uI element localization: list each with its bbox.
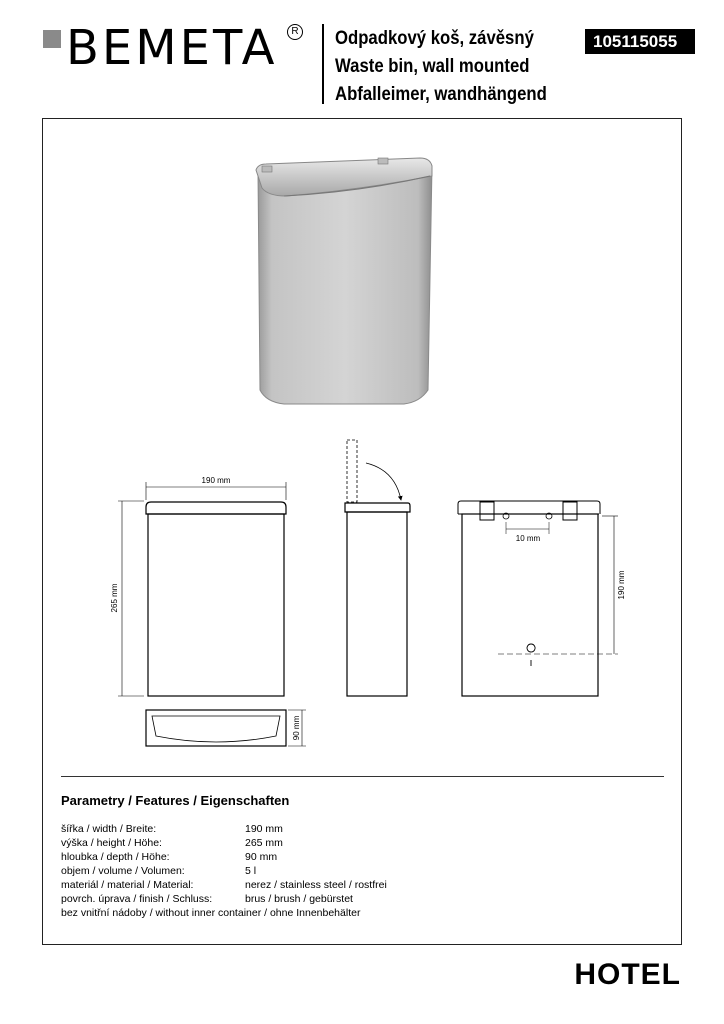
param-value-width: 190 mm: [245, 823, 283, 835]
param-label-width: šířka / width / Breite:: [61, 823, 157, 835]
param-label-depth: hloubka / depth / Höhe:: [61, 851, 170, 863]
title-english: Waste bin, wall mounted: [335, 56, 530, 77]
hole-spacing-label: 10 mm: [515, 534, 541, 543]
front-view: [118, 482, 286, 696]
params-heading: Parametry / Features / Eigenschaften: [61, 793, 290, 808]
params-note: bez vnitřní nádoby / without inner container / ohne Innenbehälter: [61, 907, 361, 919]
top-view: [146, 710, 306, 746]
param-value-depth: 90 mm: [245, 851, 278, 863]
width-dimension-label: 190 mm: [201, 476, 231, 485]
param-label-finish: povrch. úprava / finish / Schluss:: [61, 893, 213, 905]
product-code: 105115055: [585, 29, 695, 54]
param-value-volume: 5 l: [245, 865, 257, 877]
brand-logo: BEMETA: [66, 20, 278, 76]
section-divider: [61, 776, 664, 777]
param-label-volume: objem / volume / Volumen:: [61, 865, 185, 877]
param-value-height: 265 mm: [245, 837, 283, 849]
param-label-height: výška / height / Höhe:: [61, 837, 162, 849]
title-czech: Odpadkový koš, závěsný: [335, 28, 534, 49]
mount-height-label: 190 mm: [617, 570, 626, 600]
param-label-material: materiál / material / Material:: [61, 879, 194, 891]
title-german: Abfalleimer, wandhängend: [335, 84, 547, 105]
param-value-finish: brus / brush / gebürstet: [245, 893, 353, 905]
back-view: [458, 501, 618, 696]
registered-mark: R: [287, 24, 303, 40]
footer-category: HOTEL: [574, 958, 681, 991]
param-value-material: nerez / stainless steel / rostfrei: [245, 879, 387, 891]
product-image: [256, 158, 432, 404]
depth-dimension-label: 90 mm: [292, 715, 301, 741]
side-view: [345, 440, 410, 696]
height-dimension-label: 265 mm: [110, 583, 119, 613]
